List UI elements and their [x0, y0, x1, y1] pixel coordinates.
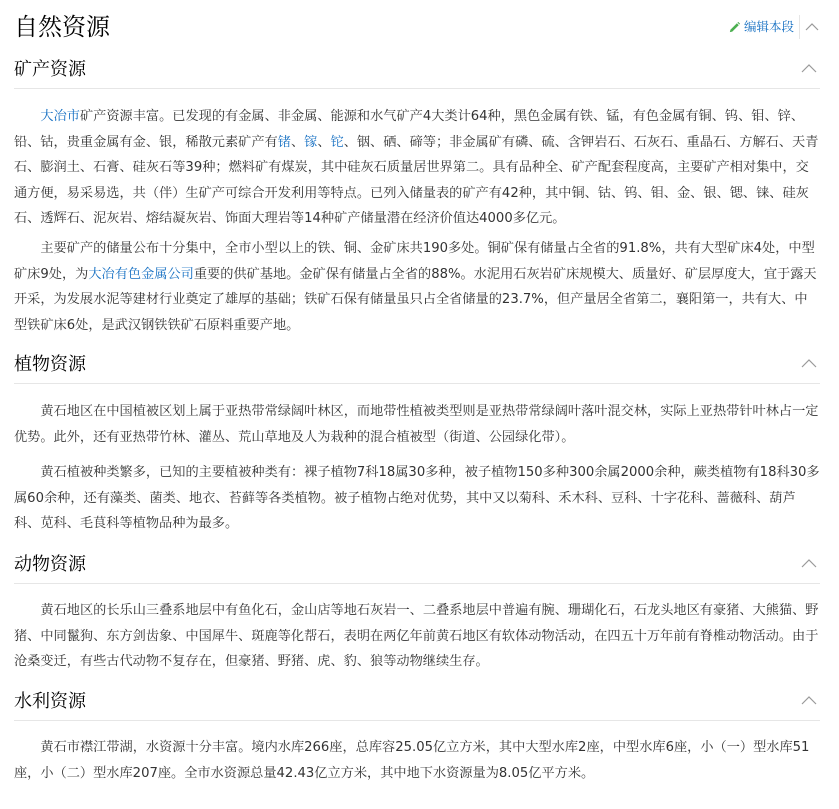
text-segment: 黄石地区的长乐山三叠系地层中有鱼化石，金山店等地石灰岩一、二叠系地层中普遍有腕、珊瑚化石，石龙头地区有豪猪、大熊猫、野猪、中同鬣狗、东方剑齿象、中国犀牛、斑鹿等化帮石，表明在两亿年前黄石地区有软体动物活动，在四五十万年前有脊椎动物活动。由于沧桑变迁，有些古代动物不复存在，但豪猪、野猪、虎、豹、狼等动物继续生存。 [14, 603, 819, 669]
text-segment: 主要矿产的储量公布十分集中，全市小型以上的铁、铜、金矿床共190多处。铜矿保有储量占全省的91.8%，共有大型矿床4处，中型矿床9处，为 [14, 241, 815, 282]
text-segment: 、铟、硒、碲等；非金属矿有磷、硫、含钾岩石、石灰石、重晶石、方解石、天青石、膨润土、石膏、硅灰石等39种；燃料矿有煤炭，其中硅灰石质量居世界第二。具有品种全、矿产配套程度高，主要矿产相对集中，交通方便，易采易选，共（伴）生矿产可综合开发利用等特点。已列入储量表的矿产有42种，其中铜、钴、钨、钼、金、银、锶、铼、硅灰石、透辉石、泥灰岩、熔结凝灰岩、饰面大理岩等14种矿产储量潜在经济价值达4000多亿元。 [14, 134, 819, 226]
inline-link[interactable]: 锗 [277, 134, 291, 150]
section-header-water [14, 684, 820, 721]
top-header [14, 10, 824, 44]
text-segment: 黄石市襟江带湖，水资源十分丰富。境内水库266座，总库容25.05亿立方米，其中大型水库2座，中型水库6座，小（一）型水库51座，小（二）型水库207座。全市水资源总量42.43亿立方米，其中地下水资源量为8.05亿平方米。 [14, 740, 810, 781]
edit-section-label: 编辑本段 [743, 19, 794, 34]
paragraph [14, 399, 820, 450]
section-title: 水利资源 [14, 691, 86, 712]
chevron-up-icon [804, 19, 820, 35]
pencil-icon [728, 21, 741, 34]
section-title: 矿产资源 [14, 59, 86, 80]
inline-link[interactable]: 大冶有色金属公司 [88, 266, 194, 282]
chevron-up-icon[interactable] [800, 692, 818, 710]
section-title: 植物资源 [14, 354, 86, 375]
edit-section-button[interactable] [728, 17, 794, 37]
section-header-plants [14, 347, 820, 384]
paragraph [14, 460, 820, 537]
text-segment: 重要的供矿基地。金矿保有储量占全省的88%。水泥用石灰岩矿床规模大、质量好、矿层厚度大，宜于露天开采，为发展水泥等建材行业奠定了雄厚的基础；铁矿石保有储量虽只占全省储量的23.7%，但产量居全省第二，襄阳第一，共有大、中型铁矿床6处，是武汉钢铁铁矿石原料重要产地。 [14, 266, 817, 333]
text-segment: 、 [290, 134, 305, 150]
paragraph [14, 104, 820, 232]
chevron-up-icon[interactable] [800, 60, 818, 78]
text-segment: 黄石地区在中国植被区划上属于亚热带常绿阔叶林区，而地带性植被类型则是亚热带常绿阔叶落叶混交林，实际上亚热带针叶林占一定优势。此外，还有亚热带竹林、灌丛、荒山草地及人为栽种的混合植被型（街道、公园绿化带）。 [14, 404, 819, 445]
inline-link[interactable]: 大冶市 [40, 109, 80, 124]
inline-link[interactable]: 镓 [304, 134, 318, 150]
chevron-up-icon[interactable] [800, 555, 818, 573]
chevron-up-icon[interactable] [800, 355, 818, 373]
section-title: 动物资源 [14, 554, 86, 575]
collapse-all-button[interactable] [799, 15, 824, 39]
text-segment: 、 [317, 134, 331, 150]
paragraph [14, 236, 820, 338]
paragraph [14, 598, 820, 675]
page-title: 自然资源 [14, 13, 110, 41]
inline-link[interactable]: 铊 [330, 134, 344, 150]
section-header-animals [14, 547, 820, 584]
text-segment: 矿产资源丰富。已发现的有金属、非金属、能源和水气矿产4大类计64种，黑色金属有铁、锰，有色金属有铜、钨、钼、锌、铅、钴，贵重金属有金、银，稀散元素矿产有 [14, 109, 805, 150]
paragraph [14, 735, 820, 786]
section-header-minerals [14, 52, 820, 89]
text-segment: 黄石植被种类繁多，已知的主要植被种类有：裸子植物7科18属30多种，被子植物150多种300余属2000余种，蕨类植物有18科30多属60余种，还有藻类、菌类、地衣、苔藓等各类植物。被子植物占绝对优势，其中又以菊科、禾木科、豆科、十字花科、蔷薇科、葫芦科、苋科、毛茛科等植物品种为最多。 [14, 465, 820, 531]
